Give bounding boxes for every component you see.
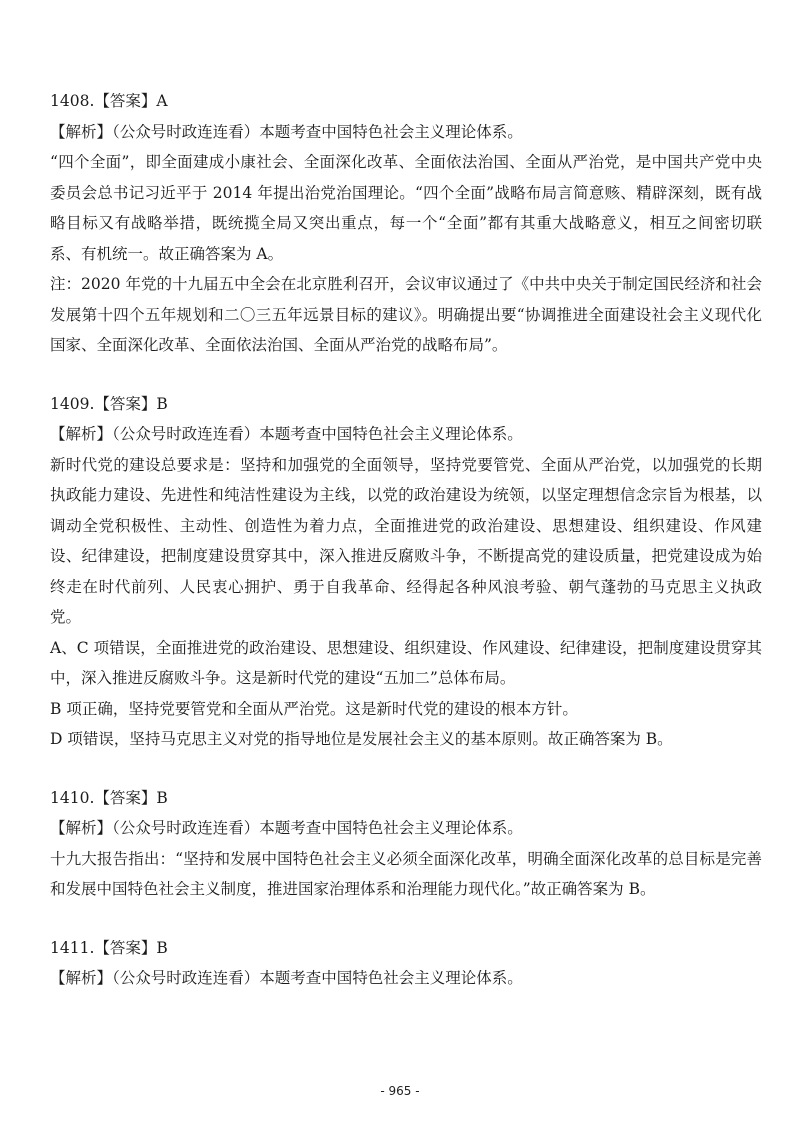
analysis-paragraph: 【解析】（公众号时政连连看）本题考查中国特色社会主义理论体系。 [50, 122, 523, 141]
analysis-paragraph: “四个全面”，即全面建成小康社会、全面深化改革、全面依法治国、全面从严治党，是中国共产党中央委员会总书记习近平于 2014 年提出治党治国理论。“四个全面”战略布局言简意赅、精辟深刻，既有战略目标又有战略举措，既统揽全局又突出重点，每一个“全面”都有其重大战略意义，相互之间密切联系、有机统一。故正确答案为 A。 [50, 153, 762, 263]
analysis-paragraph: 【解析】（公众号时政连连看）本题考查中国特色社会主义理论体系。 [50, 819, 523, 837]
document-body [50, 86, 762, 1022]
analysis-paragraph: 十九大报告指出：“坚持和发展中国特色社会主义必须全面深化改革，明确全面深化改革的总目标是完善和发展中国特色社会主义制度，推进国家治理体系和治理能力现代化。”故正确答案为 B。 [50, 849, 762, 898]
answer-entry-1409 [50, 389, 762, 755]
analysis-paragraph: 【解析】（公众号时政连连看）本题考查中国特色社会主义理论体系。 [50, 425, 523, 443]
answer-entry-1408 [50, 86, 762, 361]
analysis-paragraph: 新时代党的建设总要求是：坚持和加强党的全面领导，坚持党要管党、全面从严治党，以加强党的长期执政能力建设、先进性和纯洁性建设为主线，以党的政治建设为统领，以坚定理想信念宗旨为根基，以调动全党积极性、主动性、创造性为着力点，全面推进党的政治建设、思想建设、组织建设、作风建设、纪律建设，把制度建设贯穿其中，深入推进反腐败斗争，不断提高党的建设质量，把党建设成为始终走在时代前列、人民衷心拥护、勇于自我革命、经得起各种风浪考验、朝气蓬勃的马克思主义执政党。 [50, 455, 762, 626]
page-number: - 965 - [380, 1084, 420, 1098]
answer-header: 1408.【答案】A [50, 92, 168, 110]
analysis-paragraph: 【解析】（公众号时政连连看）本题考查中国特色社会主义理论体系。 [50, 969, 523, 987]
option-explanation: B 项正确，坚持党要管党和全面从严治党。这是新时代党的建设的根本方针。 [50, 699, 578, 718]
note-paragraph: 注：2020 年党的十九届五中全会在北京胜利召开，会议审议通过了《中共中央关于制定国民经济和社会发展第十四个五年规划和二〇三五年远景目标的建议》。明确提出要“协调推进全面建设社会主义现代化国家、全面深化改革、全面依法治国、全面从严治党的战略布局”。 [50, 275, 762, 354]
answer-header: 1410.【答案】B [50, 788, 168, 807]
answer-entry-1410 [50, 783, 762, 905]
option-explanation: A、C 项错误，全面推进党的政治建设、思想建设、组织建设、作风建设、纪律建设，把制度建设贯穿其中，深入推进反腐败斗争。这是新时代党的建设“五加二”总体布局。 [50, 638, 762, 687]
answer-header: 1411.【答案】B [50, 938, 168, 957]
answer-header: 1409.【答案】B [50, 394, 168, 413]
answer-entry-1411 [50, 933, 762, 994]
option-explanation: D 项错误，坚持马克思主义对党的指导地位是发展社会主义的基本原则。故正确答案为 B。 [50, 730, 673, 748]
